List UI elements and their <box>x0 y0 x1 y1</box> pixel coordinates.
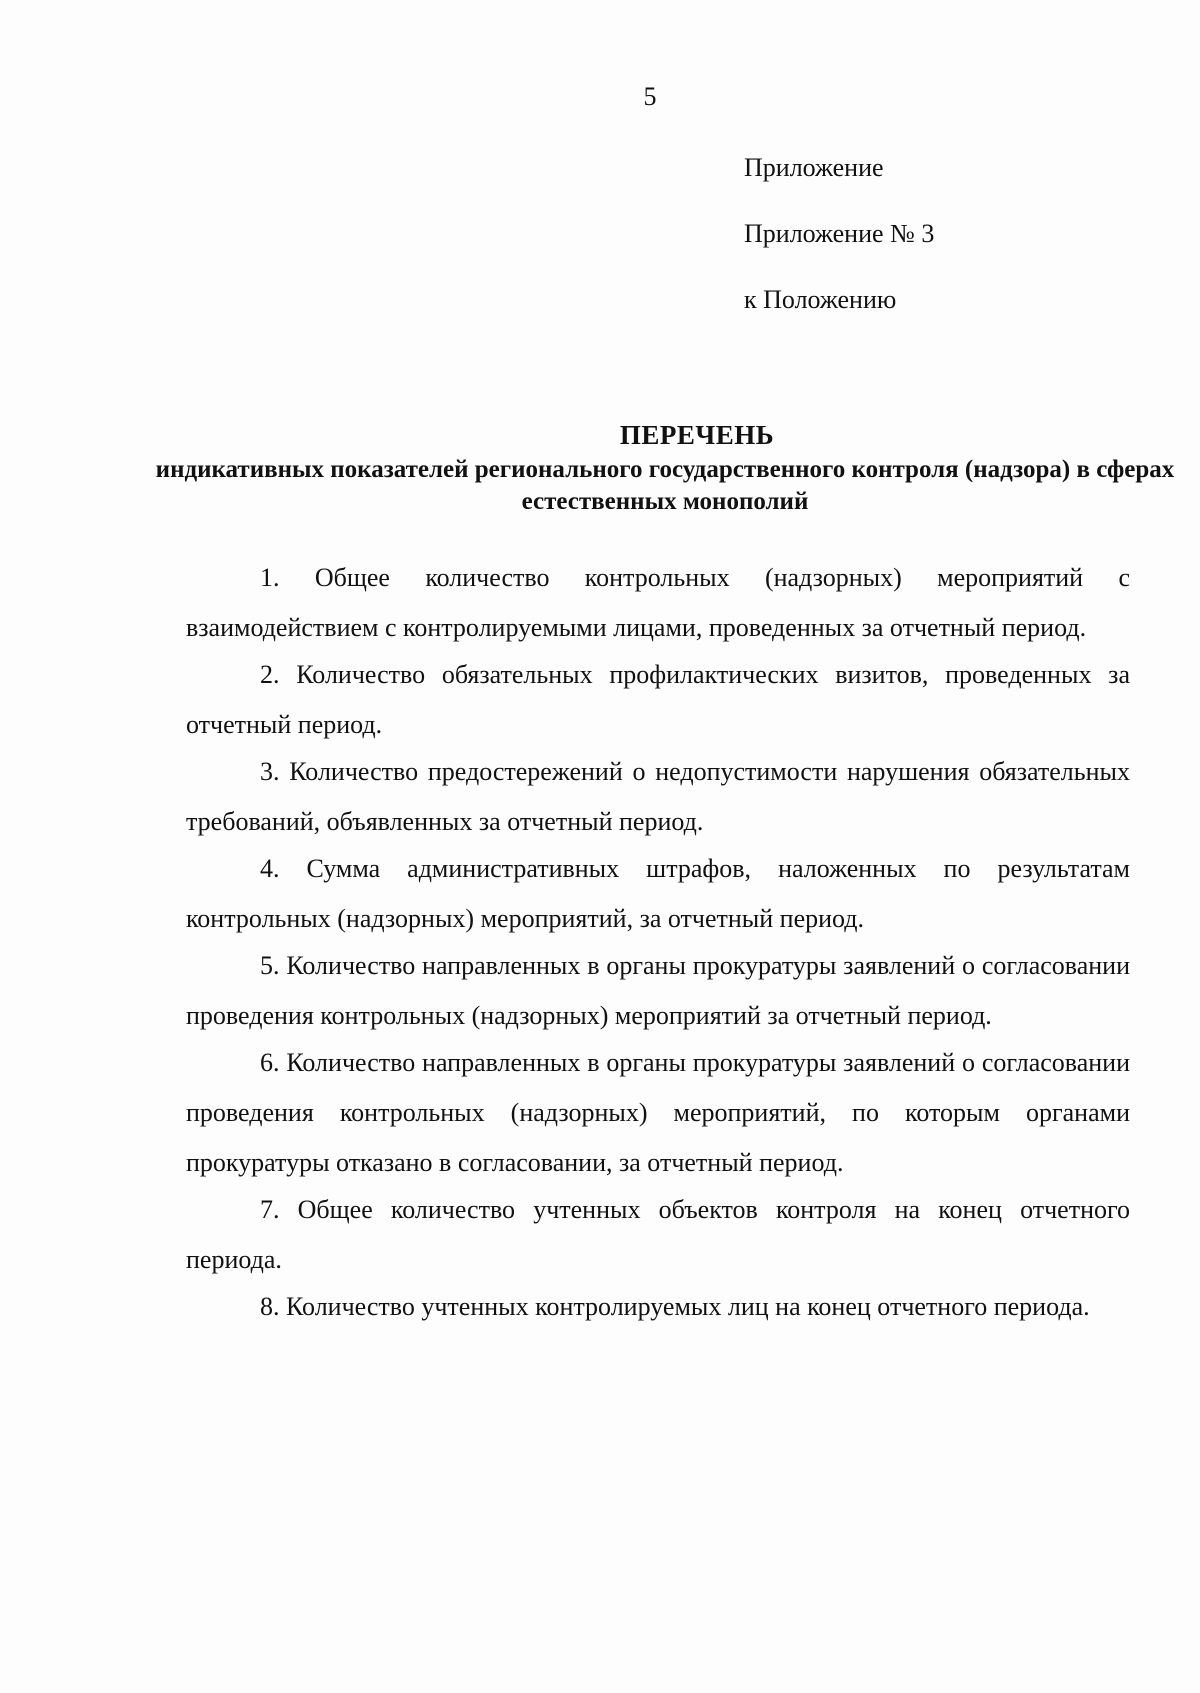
title-subheading: индикативных показателей регионального государственного контроля (надзора) в сферах естественных монополий <box>155 456 1175 515</box>
document-title <box>150 418 1180 518</box>
appendix-label: Приложение <box>744 153 884 182</box>
indicator-list <box>186 553 1130 1332</box>
list-item: 8. Количество учтенных контролируемых лиц на конец отчетного периода. <box>260 1292 1090 1321</box>
page-number: 5 <box>643 82 657 111</box>
list-item: 3. Количество предостережений о недопустимости нарушения обязательных требований, объявленных за отчетный период. <box>186 757 1130 836</box>
appendix-reference: к Положению <box>744 285 897 314</box>
appendix-header <box>744 155 934 353</box>
title-heading: ПЕРЕЧЕНЬ <box>619 420 775 450</box>
list-item: 5. Количество направленных в органы прокуратуры заявлений о согласовании проведения контрольных (надзорных) мероприятий за отчетный период. <box>186 951 1130 1030</box>
list-item: 1. Общее количество контрольных (надзорных) мероприятий с взаимодействием с контролируемыми лицами, проведенных за отчетный период. <box>186 563 1130 642</box>
list-item: 2. Количество обязательных профилактических визитов, проведенных за отчетный период. <box>186 660 1130 739</box>
appendix-number: Приложение № 3 <box>744 219 935 248</box>
list-item: 7. Общее количество учтенных объектов контроля на конец отчетного периода. <box>186 1195 1130 1274</box>
list-item: 6. Количество направленных в органы прокуратуры заявлений о согласовании проведения контрольных (надзорных) мероприятий, по которым органами прокуратуры отказано в согласовании, за отчетный период. <box>186 1048 1130 1177</box>
list-item: 4. Сумма административных штрафов, наложенных по результатам контрольных (надзорных) мероприятий, за отчетный период. <box>186 854 1130 933</box>
